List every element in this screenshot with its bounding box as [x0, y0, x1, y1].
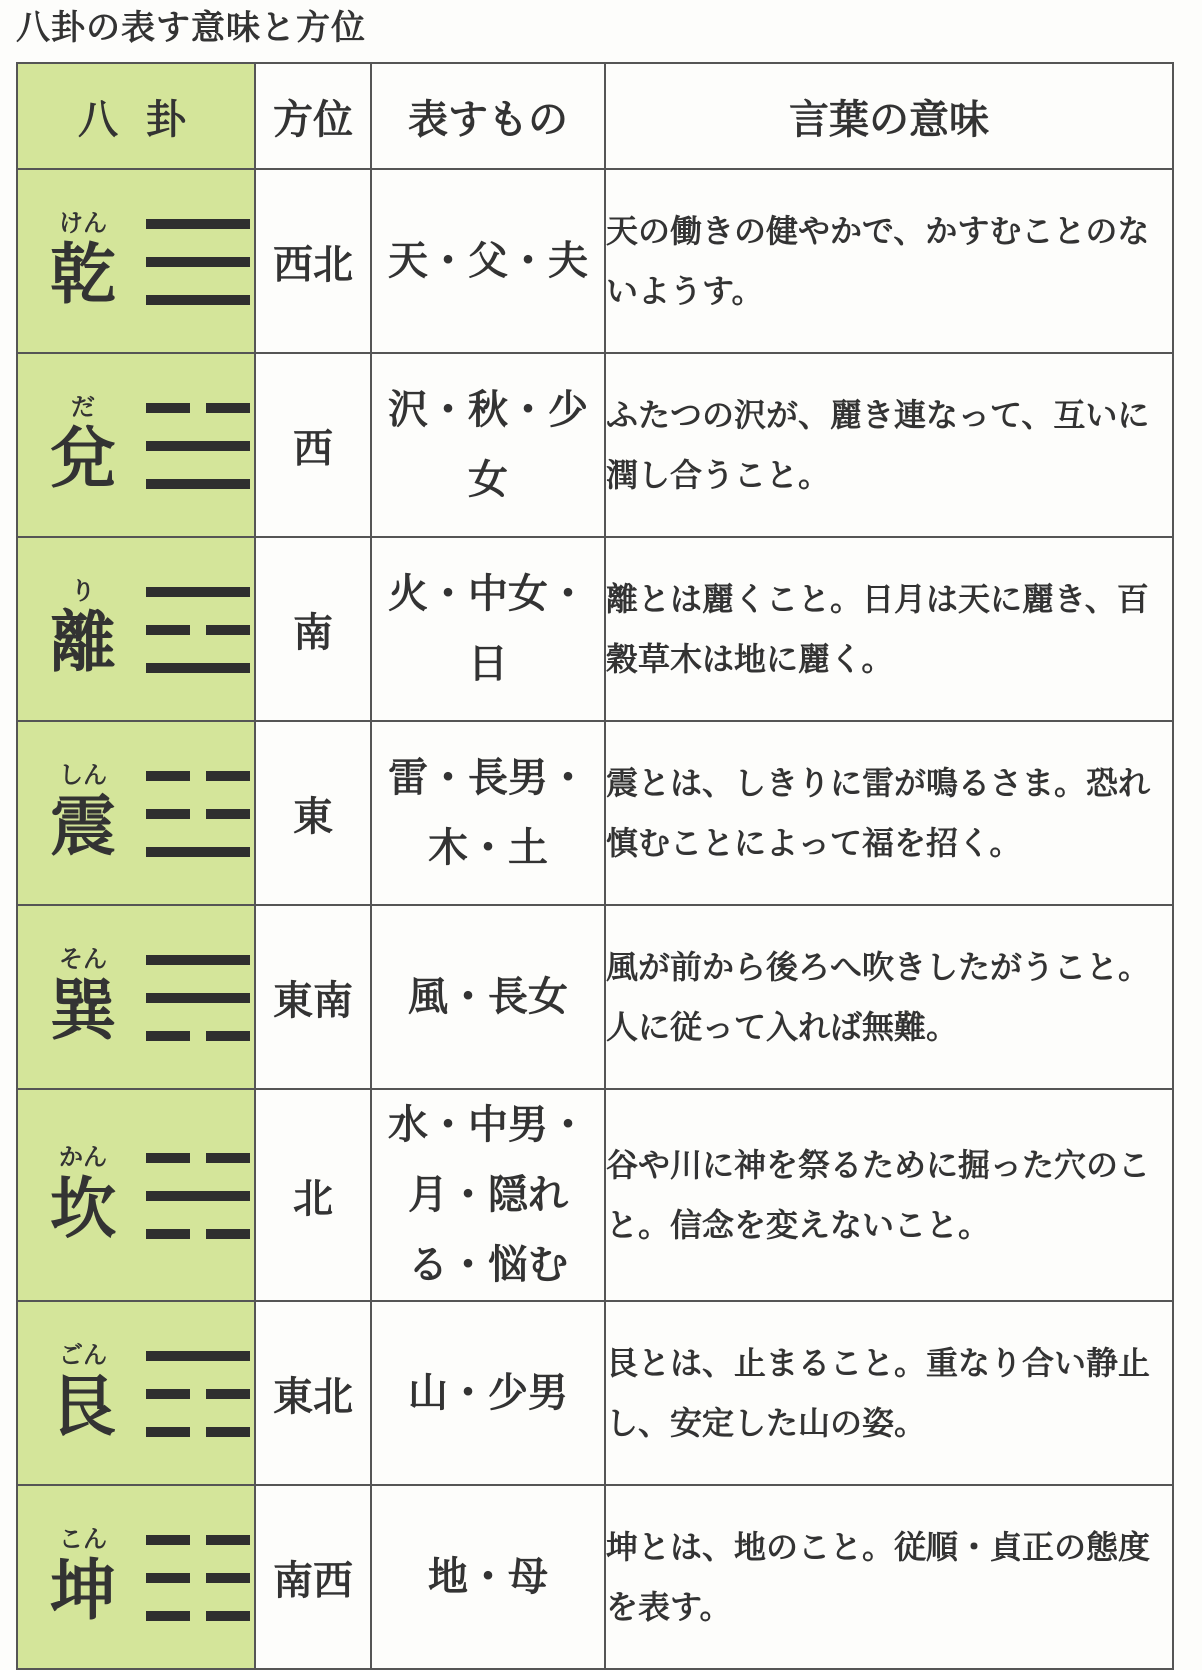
gua-reading: り	[71, 577, 95, 605]
yin-line-segment	[146, 1389, 190, 1399]
gua-reading: こん	[59, 1525, 107, 1553]
gua-reading: そん	[59, 945, 107, 973]
yang-line	[146, 993, 250, 1003]
header-meaning: 言葉の意味	[605, 63, 1173, 169]
table-row	[17, 169, 1173, 353]
direction-cell: 南西	[255, 1485, 371, 1669]
header-direction: 方位	[255, 63, 371, 169]
represents-cell: 地・母	[371, 1485, 605, 1669]
yin-line-segment	[206, 809, 250, 819]
meaning-cell: 震とは、しきりに雷が鳴るさま。恐れ慎むことによって福を招く。	[605, 721, 1173, 905]
yin-line-segment	[206, 1031, 250, 1041]
meaning-cell: 天の働きの健やかで、かすむことのないようす。	[605, 169, 1173, 353]
yin-line-segment	[206, 625, 250, 635]
gua-reading: ごん	[59, 1341, 107, 1369]
gua-name: 震	[50, 788, 116, 865]
yin-line-segment	[206, 1535, 250, 1545]
table-row	[17, 1301, 1173, 1485]
yin-line-segment	[206, 1573, 250, 1583]
represents-cell: 山・少男	[371, 1301, 605, 1485]
gua-reading: しん	[59, 761, 107, 789]
yin-line-segment	[146, 1031, 190, 1041]
yin-line-segment	[146, 1573, 190, 1583]
yang-line	[146, 587, 250, 597]
represents-cell: 水・中男・月・隠れる・悩む	[371, 1089, 605, 1301]
gua-name: 乾	[50, 236, 116, 313]
trigram-symbol-icon	[146, 943, 250, 1051]
yin-line-segment	[206, 403, 250, 413]
table-row	[17, 1485, 1173, 1669]
represents-cell: 雷・長男・木・土	[371, 721, 605, 905]
represents-cell: 天・父・夫	[371, 169, 605, 353]
represents-cell: 風・長女	[371, 905, 605, 1089]
gua-name: 巽	[50, 972, 116, 1049]
trigram-symbol-icon	[146, 1523, 250, 1631]
yang-line	[146, 479, 250, 489]
gua-cell	[17, 1485, 255, 1669]
gua-name: 坎	[50, 1170, 116, 1247]
yang-line	[146, 1351, 250, 1361]
yin-line-segment	[146, 1153, 190, 1163]
direction-cell: 東北	[255, 1301, 371, 1485]
trigram-symbol-icon	[146, 575, 250, 683]
table-row	[17, 905, 1173, 1089]
direction-cell: 東南	[255, 905, 371, 1089]
meaning-cell: 離とは麗くこと。日月は天に麗き、百穀草木は地に麗く。	[605, 537, 1173, 721]
yin-line-segment	[206, 771, 250, 781]
yang-line	[146, 955, 250, 965]
header-represents: 表すもの	[371, 63, 605, 169]
direction-cell: 東	[255, 721, 371, 905]
yang-line	[146, 219, 250, 229]
gua-cell	[17, 1301, 255, 1485]
gua-name: 離	[50, 604, 116, 681]
meaning-cell: ふたつの沢が、麗き連なって、互いに潤し合うこと。	[605, 353, 1173, 537]
header-row	[17, 63, 1173, 169]
trigram-table	[16, 62, 1174, 1670]
yang-line	[146, 295, 250, 305]
yin-line-segment	[146, 403, 190, 413]
gua-reading: だ	[71, 393, 95, 421]
gua-cell	[17, 721, 255, 905]
direction-cell: 西	[255, 353, 371, 537]
yin-line-segment	[206, 1389, 250, 1399]
yin-line-segment	[146, 1229, 190, 1239]
table-row	[17, 1089, 1173, 1301]
table-row	[17, 537, 1173, 721]
yang-line	[146, 441, 250, 451]
represents-cell: 火・中女・日	[371, 537, 605, 721]
yang-line	[146, 663, 250, 673]
represents-cell: 沢・秋・少女	[371, 353, 605, 537]
yin-line-segment	[146, 771, 190, 781]
yang-line	[146, 257, 250, 267]
table-row	[17, 353, 1173, 537]
yang-line	[146, 847, 250, 857]
meaning-cell: 風が前から後ろへ吹きしたがうこと。人に従って入れば無難。	[605, 905, 1173, 1089]
meaning-cell: 谷や川に神を祭るために掘った穴のこと。信念を変えないこと。	[605, 1089, 1173, 1301]
direction-cell: 西北	[255, 169, 371, 353]
gua-name: 兌	[50, 420, 116, 497]
direction-cell: 南	[255, 537, 371, 721]
gua-reading: かん	[59, 1143, 107, 1171]
yang-line	[146, 1191, 250, 1201]
yin-line-segment	[146, 1535, 190, 1545]
yin-line-segment	[146, 1611, 190, 1621]
yin-line-segment	[146, 625, 190, 635]
yin-line-segment	[206, 1427, 250, 1437]
yin-line-segment	[206, 1229, 250, 1239]
gua-cell	[17, 537, 255, 721]
meaning-cell: 坤とは、地のこと。従順・貞正の態度を表す。	[605, 1485, 1173, 1669]
yin-line-segment	[206, 1153, 250, 1163]
gua-cell	[17, 905, 255, 1089]
trigram-symbol-icon	[146, 207, 250, 315]
header-gua: 八卦	[17, 63, 255, 169]
trigram-symbol-icon	[146, 391, 250, 499]
direction-cell: 北	[255, 1089, 371, 1301]
yin-line-segment	[146, 1427, 190, 1437]
yin-line-segment	[206, 1611, 250, 1621]
trigram-symbol-icon	[146, 1339, 250, 1447]
table-row	[17, 721, 1173, 905]
gua-reading: けん	[59, 209, 107, 237]
meaning-cell: 艮とは、止まること。重なり合い静止し、安定した山の姿。	[605, 1301, 1173, 1485]
gua-cell	[17, 169, 255, 353]
trigram-symbol-icon	[146, 759, 250, 867]
gua-cell	[17, 353, 255, 537]
page-title: 八卦の表す意味と方位	[16, 8, 366, 48]
gua-name: 坤	[50, 1552, 116, 1629]
yin-line-segment	[146, 809, 190, 819]
gua-cell	[17, 1089, 255, 1301]
gua-name: 艮	[50, 1368, 116, 1445]
trigram-symbol-icon	[146, 1141, 250, 1249]
